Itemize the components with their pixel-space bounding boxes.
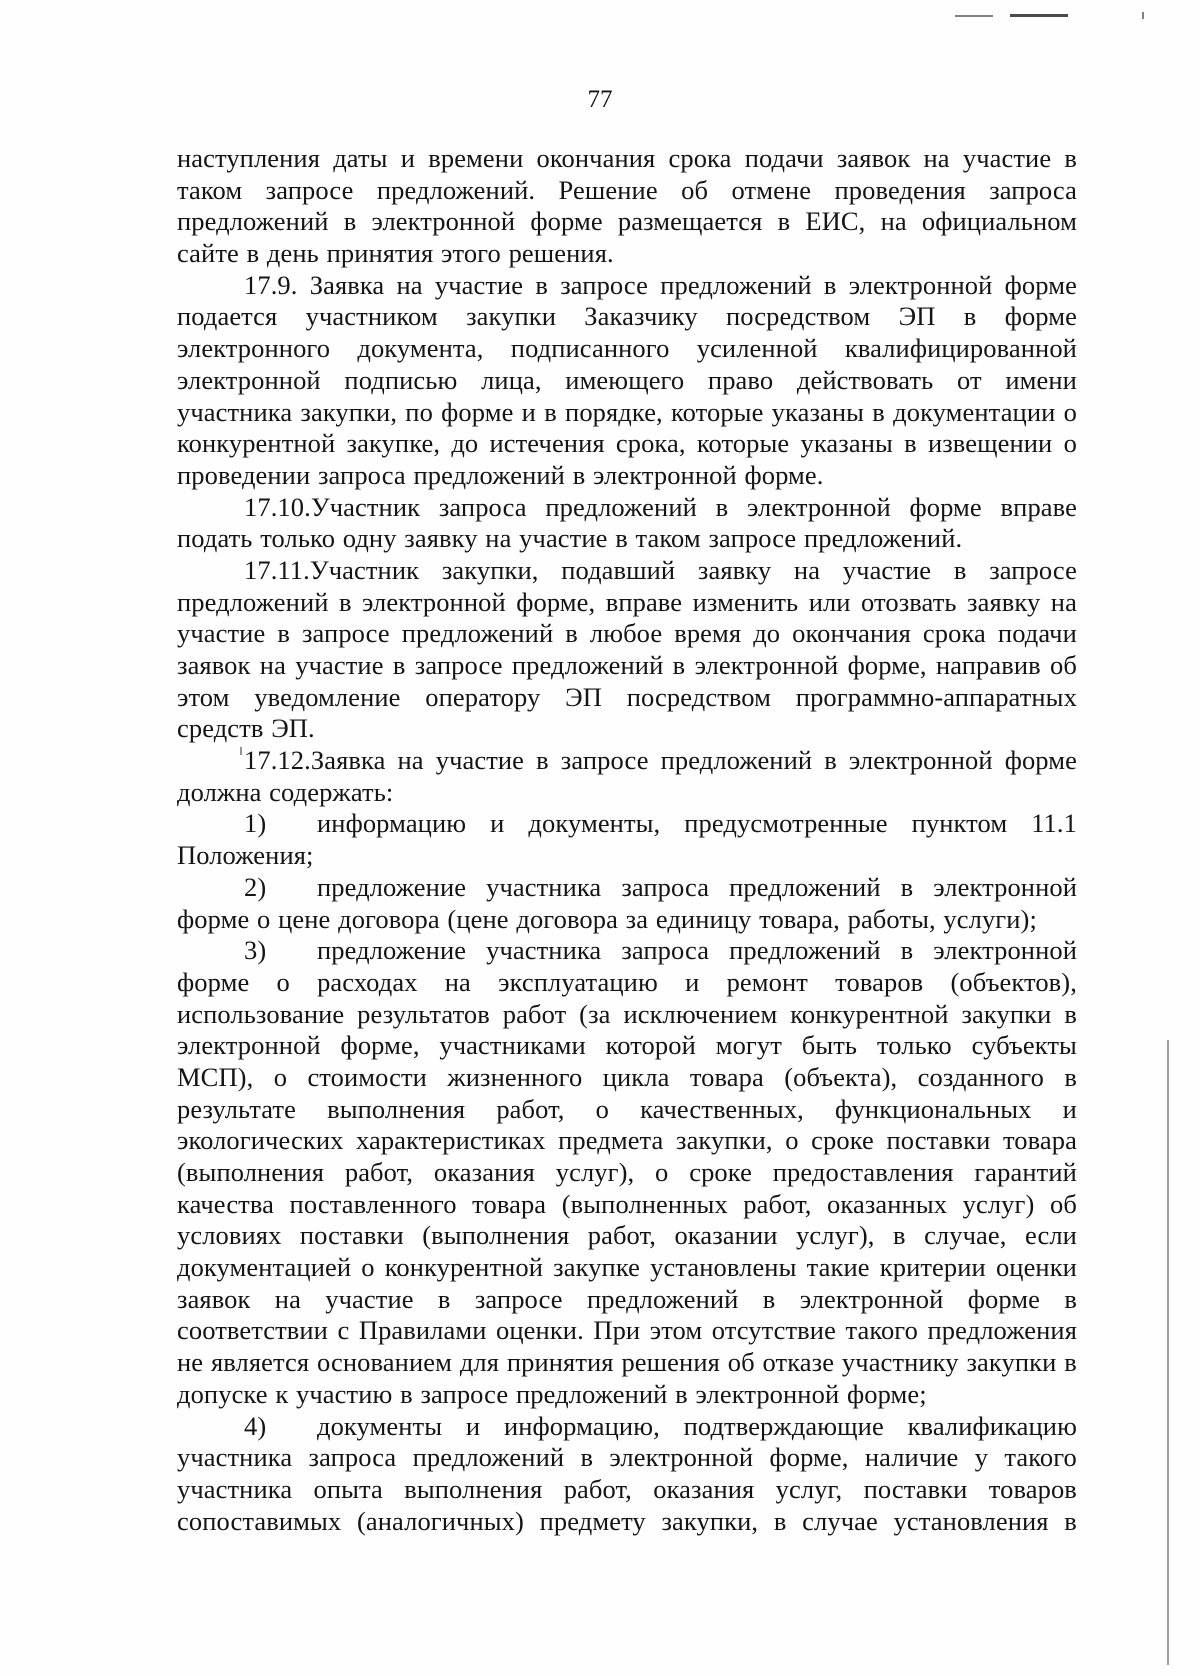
body-text (177, 143, 1077, 1537)
text-line: (выполнения работ, оказания услуг), о сроке предоставления гарантий (177, 1157, 1077, 1187)
text-line: не является основанием для принятия решения об отказе участнику закупки в (177, 1347, 1077, 1378)
text-line: участника закупки, по форме и в порядке, которые указаны в документации о (177, 396, 1077, 427)
text-line: подать только одну заявку на участие в таком запросе предложений. (177, 523, 963, 554)
text-line: средств ЭП. (177, 713, 315, 744)
text-line: экологических характеристиках предмета закупки, о сроке поставки товара (177, 1125, 1077, 1156)
text-line: сайте в день принятия этого решения. (177, 238, 614, 269)
text-line: проведении запроса предложений в электронной форме. (177, 459, 824, 490)
text-line: электронного документа, подписанного усиленной квалифицированной (177, 333, 1077, 364)
list-item-text: предложение участника запроса предложений в электронной (317, 935, 1077, 966)
text-line: результате выполнения работ, о качественных, функциональных и (177, 1093, 1077, 1124)
text-line: электронной форме, участниками которой могут быть только субъекты (177, 1030, 1077, 1061)
list-item-number: 1) (244, 808, 267, 839)
text-line: должна содержать: (177, 776, 394, 807)
list-item-number: 3) (244, 935, 267, 966)
text-line: документацией о конкурентной закупке установлены такие критерии оценки (177, 1252, 1077, 1283)
text-line: условиях поставки (выполнения работ, оказании услуг), в случае, если (177, 1220, 1077, 1251)
text-line: участие в запросе предложений в любое время до окончания срока подачи (177, 618, 1077, 649)
text-line: участника запроса предложений в электронной форме, наличие у такого (177, 1442, 1077, 1473)
scan-artifact-right-edge (1167, 1040, 1169, 1665)
scan-artifact-top (1010, 14, 1068, 17)
text-line: предложений в электронной форме размещается в ЕИС, на официальном (177, 206, 1077, 237)
list-item-number: 2) (244, 871, 267, 902)
text-line: наступления даты и времени окончания срока подачи заявок на участие в (177, 143, 1077, 173)
text-line: Положения; (177, 840, 314, 871)
list-item-text: информацию и документы, предусмотренные пунктом 11.1 (317, 808, 1077, 839)
text-line: допуске к участию в запросе предложений в электронной форме; (177, 1378, 927, 1409)
list-item-text: предложение участника запроса предложений в электронной (317, 871, 1077, 902)
text-line: соответствии с Правилами оценки. При этом отсутствие такого предложения (177, 1315, 1077, 1346)
text-line: 17.9. Заявка на участие в запросе предложений в электронной форме (244, 269, 1077, 300)
text-line (177, 872, 1077, 904)
text-line: 17.10.Участник запроса предложений в электронной форме вправе (244, 491, 1077, 522)
text-line: таком запросе предложений. Решение об отмене проведения запроса (177, 174, 1077, 205)
list-item-number: 4) (244, 1410, 267, 1441)
page-number: 77 (587, 86, 613, 113)
text-line: заявок на участие в запросе предложений в электронной форме в (177, 1283, 1077, 1314)
text-line: электронной подписью лица, имеющего право действовать от имени (177, 364, 1077, 395)
text-line: качества поставленного товара (выполненных работ, оказанных услуг) об (177, 1188, 1077, 1219)
text-line: 17.11.Участник закупки, подавший заявку на участие в запросе (244, 554, 1077, 585)
text-line: предложений в электронной форме, вправе изменить или отозвать заявку на (177, 586, 1077, 617)
text-line (177, 808, 1077, 840)
text-line: МСП), о стоимости жизненного цикла товара (объекта), созданного в (177, 1061, 1077, 1092)
list-item-text: документы и информацию, подтверждающие квалификацию (317, 1410, 1077, 1441)
text-line: участника опыта выполнения работ, оказания услуг, поставки товаров (177, 1473, 1077, 1504)
text-line: 17.12.Заявка на участие в запросе предложений в электронной форме (244, 745, 1077, 776)
text-line: форме о цене договора (цене договора за единицу товара, работы, услуги); (177, 903, 1037, 934)
scan-artifact-top (955, 15, 993, 17)
text-line: заявок на участие в запросе предложений в электронной форме, направив об (177, 650, 1077, 680)
text-line (177, 1411, 1077, 1443)
scan-artifact-top (1142, 12, 1144, 19)
text-line: подается участником закупки Заказчику посредством ЭП в форме (177, 301, 1077, 332)
text-line: этом уведомление оператору ЭП посредством программно-аппаратных (177, 681, 1077, 712)
text-line (177, 935, 1077, 967)
text-line: сопоставимых (аналогичных) предмету закупки, в случае установления в (177, 1505, 1077, 1536)
text-line: использование результатов работ (за исключением конкурентной закупки в (177, 998, 1077, 1029)
text-line: форме о расходах на эксплуатацию и ремонт товаров (объектов), (177, 966, 1077, 997)
text-line: конкурентной закупке, до истечения срока, которые указаны в извещении о (177, 428, 1077, 459)
